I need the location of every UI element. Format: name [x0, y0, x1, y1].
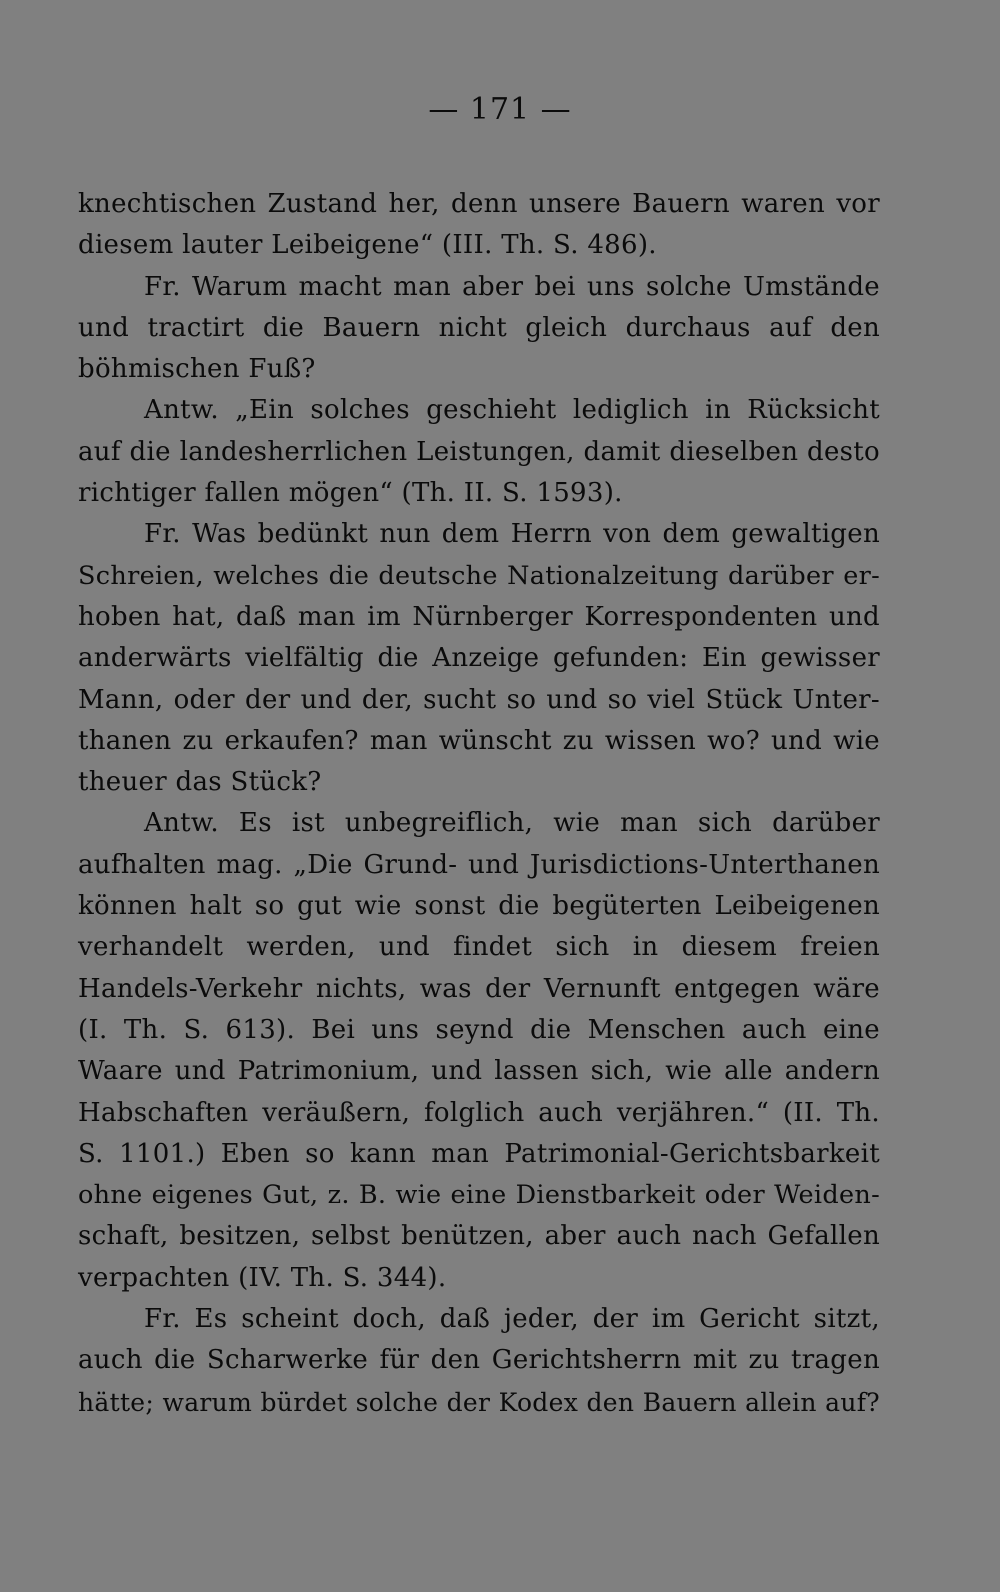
text-line: S. 1101.) Eben so kann man Patrimonial-Gerichtsbarkeit: [78, 1138, 880, 1169]
text-line: böhmischen Fuß?: [78, 354, 316, 385]
text-line: können halt so gut wie sonst die begüterten Leibeigenen: [78, 891, 880, 922]
body-text: [78, 184, 880, 1423]
text-line: thanen zu erkaufen? man wünscht zu wissen wo? und wie: [78, 725, 880, 756]
text-line: verpachten (IV. Th. S. 344).: [78, 1262, 447, 1293]
text-line: knechtischen Zustand her, denn unsere Bauern waren vor: [78, 189, 880, 219]
text-line: verhandelt werden, und findet sich in diesem freien: [78, 932, 880, 963]
text-line: und tractirt die Bauern nicht gleich durchaus auf den: [78, 312, 880, 343]
text-line: Fr. Es scheint doch, daß jeder, der im Gericht sitzt,: [144, 1304, 880, 1335]
text-line: Mann, oder der und der, sucht so und so viel Stück Unter-: [78, 684, 880, 715]
text-line: Handels-Verkehr nichts, was der Vernunft entgegen wäre: [78, 973, 880, 1004]
text-line: Fr. Warum macht man aber bei uns solche Umstände: [144, 271, 880, 302]
text-line: diesem lauter Leibeigene“ (III. Th. S. 486).: [78, 230, 657, 261]
text-line: hoben hat, daß man im Nürnberger Korrespondenten und: [78, 601, 880, 632]
page-number: — 171 —: [428, 92, 572, 127]
text-line: Waare und Patrimonium, und lassen sich, wie alle andern: [78, 1056, 880, 1087]
text-line: (I. Th. S. 613). Bei uns seynd die Menschen auch eine: [78, 1014, 880, 1045]
text-line: Fr. Was bedünkt nun dem Herrn von dem gewaltigen: [144, 519, 880, 550]
text-line: schaft, besitzen, selbst benützen, aber auch nach Gefallen: [78, 1221, 880, 1252]
text-line: theuer das Stück?: [78, 767, 322, 798]
text-line: auch die Scharwerke für den Gerichtsherrn mit zu tragen: [78, 1345, 880, 1376]
text-line: ohne eigenes Gut, z. B. wie eine Dienstbarkeit oder Weiden-: [78, 1180, 880, 1211]
text-line: Habschaften veräußern, folglich auch verjähren.“ (II. Th.: [78, 1097, 880, 1128]
text-line: anderwärts vielfältig die Anzeige gefunden: Ein gewisser: [78, 643, 880, 674]
text-line: hätte; warum bürdet solche der Kodex den Bauern allein auf?: [78, 1387, 880, 1417]
text-line: Antw. „Ein solches geschieht lediglich in Rücksicht: [144, 395, 880, 426]
text-line: aufhalten mag. „Die Grund- und Jurisdictions-Unterthanen: [78, 849, 880, 880]
text-line: auf die landesherrlichen Leistungen, damit dieselben desto: [78, 436, 880, 467]
text-line: Antw. Es ist unbegreiflich, wie man sich darüber: [144, 808, 880, 839]
text-line: richtiger fallen mögen“ (Th. II. S. 1593).: [78, 478, 623, 509]
text-line: Schreien, welches die deutsche Nationalzeitung darüber er-: [78, 560, 880, 591]
